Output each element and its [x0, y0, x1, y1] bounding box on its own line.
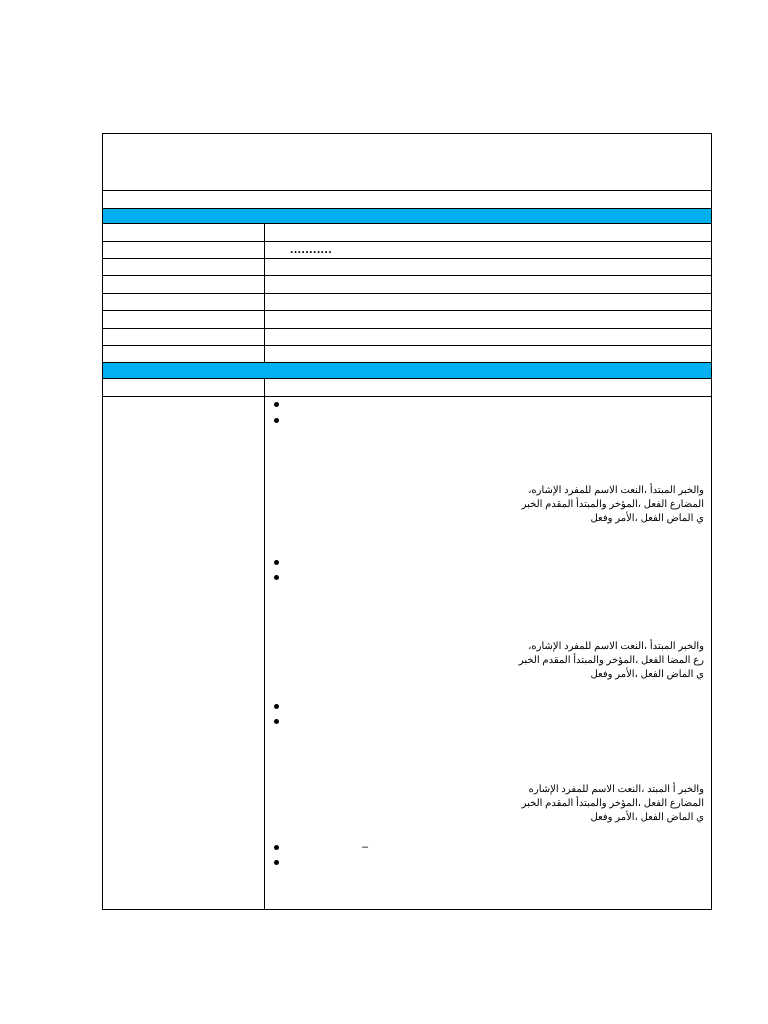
row-divider — [103, 190, 711, 191]
text-block-3 — [404, 783, 704, 825]
text-line: المضارع الفعل ،المؤخر والمبتدأ المقدم الخبر — [521, 798, 704, 809]
list-bullet — [274, 402, 279, 407]
text-block-2 — [404, 640, 704, 682]
dash-mark: – — [362, 841, 369, 853]
row-divider — [103, 345, 711, 346]
row-divider — [103, 241, 711, 242]
fill-in-dots: ........... — [290, 242, 333, 256]
column-divider — [264, 223, 265, 362]
text-line: ي الماض الفعل ،الأمر وفعل — [590, 669, 704, 680]
list-bullet — [274, 560, 279, 565]
section-band-2 — [103, 363, 711, 378]
row-divider — [103, 396, 711, 397]
text-line: والخبر المبتدأ ،النعت الاسم للمفرد الإشاره، — [528, 641, 704, 652]
list-bullet — [274, 719, 279, 724]
text-block-1 — [404, 484, 704, 526]
row-divider — [103, 362, 711, 363]
column-divider — [264, 378, 265, 910]
text-line: ي الماض الفعل ،الأمر وفعل — [590, 812, 704, 823]
lesson-plan-table — [102, 133, 712, 910]
text-line: ي الماض الفعل ،الأمر وفعل — [590, 513, 704, 524]
text-line: والخبر المبتدأ ،النعت الاسم للمفرد الإشاره، — [528, 485, 704, 496]
list-bullet — [274, 575, 279, 580]
list-bullet — [274, 860, 279, 865]
row-divider — [103, 378, 711, 379]
text-line: رع المضا الفعل ،المؤخر والمبتدأ المقدم الخبر — [518, 655, 704, 666]
text-line: والخبر أ المبتد ،النعت الاسم للمفرد الإشاره — [528, 784, 704, 795]
row-divider — [103, 293, 711, 294]
row-divider — [103, 208, 711, 209]
list-bullet — [274, 418, 279, 423]
list-bullet — [274, 845, 279, 850]
row-divider — [103, 223, 711, 224]
section-band-1 — [103, 208, 711, 223]
row-divider — [103, 275, 711, 276]
list-bullet — [274, 704, 279, 709]
row-divider — [103, 328, 711, 329]
row-divider — [103, 258, 711, 259]
row-divider — [103, 310, 711, 311]
text-line: المضارع الفعل ،المؤخر والمبتدأ المقدم الخبر — [521, 499, 704, 510]
